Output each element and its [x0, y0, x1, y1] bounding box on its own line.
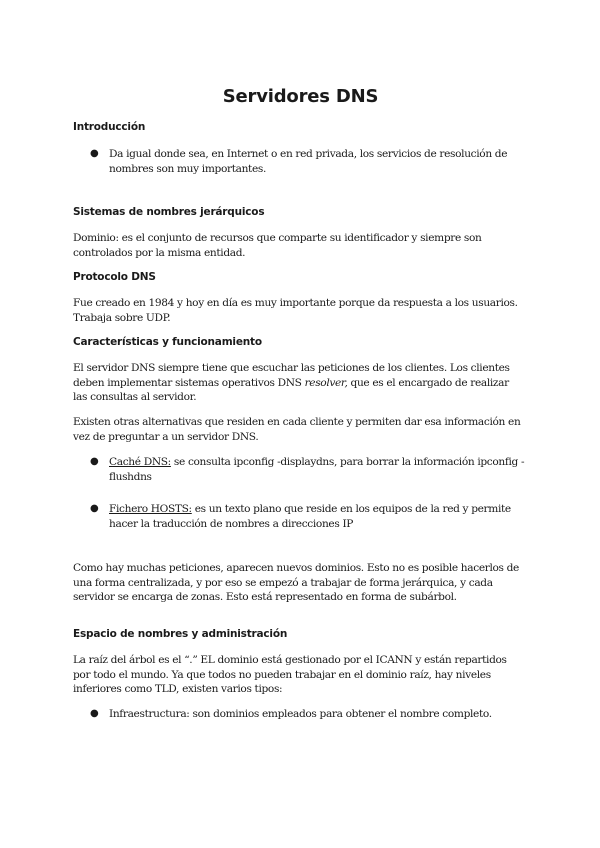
para1-text-before: El servidor DNS siempre tiene que escuchar las peticiones de los clientes. Los clientes deben implementar sistemas operativos DNS [73, 362, 510, 389]
protocolo-paragraph: Fue creado en 1984 y hoy en día es muy importante porque da respuesta a los usuarios. Trabaja sobre UDP. [73, 297, 518, 324]
espacio-paragraph: La raíz del árbol es el “.” EL dominio está gestionado por el ICANN y están repartidos por todo el mundo. Ya que todos no pueden trabajar en el dominio raíz, hay niveles inferiores como TLD, existen varios tipos: [73, 654, 507, 695]
caracteristicas-paragraph-3: Como hay muchas peticiones, aparecen nuevos dominios. Esto no es posible hacerlos de una forma centralizada, y por eso se empezó a trabajar de forma jerárquica, y cada servidor se encarga de zonas. Esto está representado en forma de subárbol. [73, 562, 519, 603]
heading-espacio-nombres: Espacio de nombres y administración [73, 628, 288, 640]
heading-caracteristicas: Características y funcionamiento [73, 336, 262, 348]
page-title: Servidores DNS [222, 86, 379, 107]
heading-introduccion: Introducción [73, 121, 146, 133]
cache-dns-text: se consulta ipconfig -displaydns, para borrar la información ipconfig -flushdns [109, 456, 525, 483]
bullet-marker: ● [90, 456, 99, 467]
heading-protocolo-dns: Protocolo DNS [73, 271, 156, 283]
bullet-marker: ● [90, 503, 99, 514]
cache-dns-label: Caché DNS: [109, 456, 171, 468]
bullet-cache-dns [109, 455, 525, 484]
espacio-bullet-text: Infraestructura: son dominios empleados para obtener el nombre completo. [109, 708, 492, 720]
para1-italic-resolver: resolver, [304, 376, 348, 389]
fichero-hosts-label: Fichero HOSTS: [109, 503, 192, 515]
heading-sistemas-jerarquicos: Sistemas de nombres jerárquicos [73, 206, 265, 218]
caracteristicas-paragraph-1 [73, 361, 525, 405]
caracteristicas-paragraph-2: Existen otras alternativas que residen en cada cliente y permiten dar esa información en vez de preguntar a un servidor DNS. [73, 416, 521, 443]
para1-text-after: que es el encargado de realizar las consultas al servidor. [73, 376, 509, 403]
intro-bullet-text: Da igual donde sea, en Internet o en red privada, los servicios de resolución de nombres son muy importantes. [109, 148, 508, 175]
bullet-fichero-hosts [109, 502, 525, 531]
jerarquicos-paragraph: Dominio: es el conjunto de recursos que comparte su identificador y siempre son controlados por la misma entidad. [73, 232, 482, 259]
bullet-marker: ● [90, 148, 99, 159]
fichero-hosts-text: es un texto plano que reside en los equipos de la red y permite hacer la traducción de nombres a direcciones IP [109, 503, 511, 530]
bullet-marker: ● [90, 708, 99, 719]
